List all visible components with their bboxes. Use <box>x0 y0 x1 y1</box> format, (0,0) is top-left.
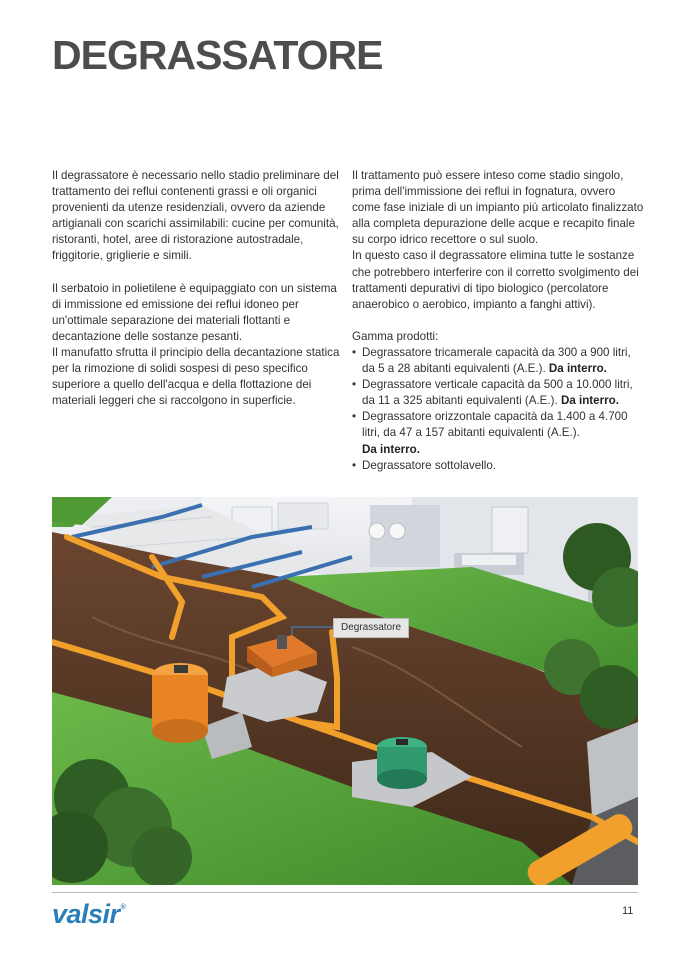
tank-orange <box>152 663 208 743</box>
tank-green <box>377 737 427 789</box>
page-number: 11 <box>622 905 634 917</box>
installation-illustration <box>52 497 638 885</box>
tank-paragraph: Il serbatoio in polietilene è equipaggiato con un sistema di immissione ed emissione dei reflui idoneo per un'ottimale separazione dei materiali flottanti e decantazione delle sostanze pesanti. <box>52 281 337 343</box>
intro-paragraph: Il degrassatore è necessario nello stadio preliminare del trattamento dei reflui contenenti grassi e oli organici provenienti da utenze residenziali, ovvero da aziende artigianali con scarichi assimilabili: cucine per comunità, ristoranti, hotel, aree di ristorazione autostradale, friggitorie, griglierie e simili. <box>52 169 339 263</box>
list-item: • Degrassatore verticale capacità da 500 a 10.000 litri, da 11 a 325 abitanti equivalenti (A.E.). Da interro. <box>352 377 644 409</box>
left-text-column <box>52 168 342 409</box>
principle-paragraph: Il manufatto sfrutta il principio della decantazione statica per la rimozione di solidi sospesi di peso specifico superiore a quello dell'acqua e della flottazione dei materiali leggeri che si raccolgono in superficie. <box>52 345 340 408</box>
products-heading: Gamma prodotti: <box>352 329 439 343</box>
page-title: DEGRASSATORE <box>52 32 383 78</box>
biological-paragraph: In questo caso il degrassatore elimina tutte le sostanze che potrebbero interferire con il corretto svolgimento dei trattamenti depurativi di tipo biologico (percolatore anaerobico o aerobico, impianto a fanghi attivi). <box>352 249 639 311</box>
treatment-paragraph: Il trattamento può essere inteso come stadio singolo, prima dell'immissione dei reflui in fognatura, ovvero come fase iniziale di un impianto più articolato finalizzato alla completa depurazione delle acque e recapito finale su corpo idrico recettore o sul suolo. <box>352 169 644 247</box>
footer-rule <box>52 892 638 893</box>
right-text-column <box>352 168 644 474</box>
products-list <box>352 345 644 474</box>
list-item: • Degrassatore sottolavello. <box>352 458 644 474</box>
brand-logo: valsir® <box>52 899 126 929</box>
list-item: • Degrassatore tricamerale capacità da 300 a 900 litri, da 5 a 28 abitanti equivalenti (A.E.). Da interro. <box>352 345 644 377</box>
list-item: • Degrassatore orizzontale capacità da 1.400 a 4.700 litri, da 47 a 157 abitanti equivalenti (A.E.). Da interro. <box>352 409 644 457</box>
callout-degrassatore: Degrassatore <box>333 618 409 638</box>
